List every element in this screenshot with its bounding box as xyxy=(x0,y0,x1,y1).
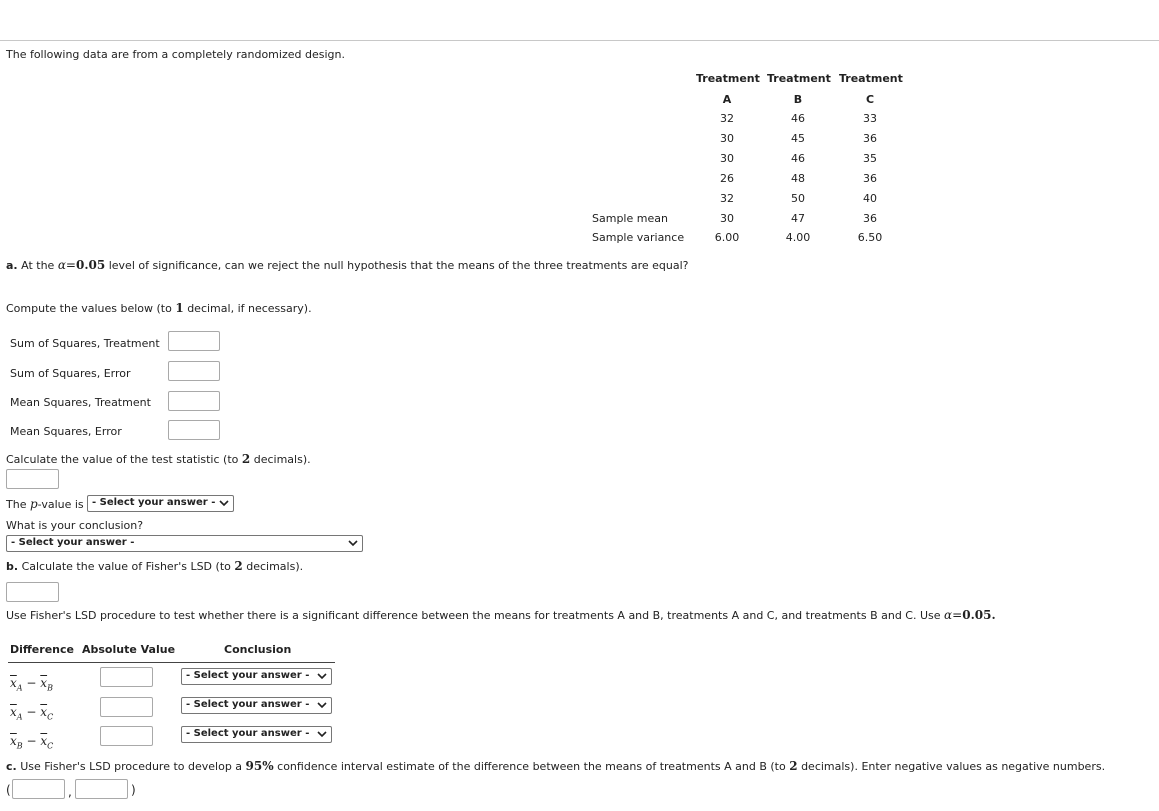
ms-error-input[interactable] xyxy=(168,420,220,440)
header-absolute-value: Absolute Value xyxy=(82,643,176,656)
sample-variance-label: Sample variance xyxy=(592,231,685,244)
chevron-down-icon xyxy=(348,537,358,549)
top-divider xyxy=(0,40,1159,41)
sample-variance-a: 6.00 xyxy=(714,231,740,244)
ms-treatment-label: Mean Squares, Treatment xyxy=(10,396,151,409)
ci-lower-input[interactable] xyxy=(12,779,65,799)
sample-variance-c: 6.50 xyxy=(857,231,883,244)
intro-text: The following data are from a completely randomized design. xyxy=(6,48,345,61)
diff-conclusion-a-c-select[interactable]: - Select your answer - xyxy=(181,697,332,714)
table-cell: 45 xyxy=(791,132,805,145)
test-statistic-instruction: Calculate the value of the test statistic (to 2 decimals). xyxy=(6,452,311,466)
diff-label-b-c: $\overline{x}_B - \overline{x}_C$ xyxy=(10,734,54,751)
diff-conclusion-a-b-select[interactable]: - Select your answer - xyxy=(181,668,332,685)
table-cell: 50 xyxy=(791,192,805,205)
compute-instruction: Compute the values below (to 1 decimal, if necessary). xyxy=(6,301,312,315)
table-cell: 35 xyxy=(863,152,877,165)
part-b-question: b. Calculate the value of Fisher's LSD (to 2 decimals). xyxy=(6,559,304,573)
diff-label-a-c: $\overline{x}_A - \overline{x}_C$ xyxy=(10,705,54,722)
chevron-down-icon xyxy=(317,699,327,711)
table-cell: 26 xyxy=(720,172,734,185)
letter-b: B xyxy=(793,93,803,106)
table-cell: 32 xyxy=(720,192,734,205)
chevron-down-icon xyxy=(317,670,327,682)
sample-mean-b: 47 xyxy=(791,212,805,225)
conclusion-question: What is your conclusion? xyxy=(6,519,144,532)
ss-treatment-input[interactable] xyxy=(168,331,220,351)
table-cell: 30 xyxy=(720,132,734,145)
alpha-symbol: α xyxy=(57,258,66,272)
part-a-label: a. xyxy=(6,259,18,272)
ss-treatment-label: Sum of Squares, Treatment xyxy=(10,337,160,350)
chevron-down-icon xyxy=(317,728,327,740)
diff-value-a-c-input[interactable] xyxy=(100,697,153,717)
sample-variance-b: 4.00 xyxy=(785,231,811,244)
conclusion-select[interactable]: - Select your answer - xyxy=(6,535,363,552)
p-value-select[interactable]: - Select your answer - xyxy=(87,495,234,512)
header-treatment-c: Treatment xyxy=(839,72,903,85)
table-cell: 33 xyxy=(863,112,877,125)
diff-label-a-b: $\overline{x}_A - \overline{x}_B$ xyxy=(10,676,53,693)
lsd-instruction: Use Fisher's LSD procedure to test whether there is a significant difference between the means for treatments A and B, treatments A and C, and treatments B and C. Use α=0.05. xyxy=(6,608,996,622)
sample-mean-a: 30 xyxy=(720,212,734,225)
table-cell: 46 xyxy=(791,152,805,165)
header-conclusion: Conclusion xyxy=(224,643,292,656)
ci-open-paren: ( xyxy=(6,783,11,797)
chevron-down-icon xyxy=(219,497,229,509)
sample-mean-c: 36 xyxy=(863,212,877,225)
table-cell: 36 xyxy=(863,132,877,145)
sample-mean-label: Sample mean xyxy=(592,212,668,225)
letter-c: C xyxy=(865,93,875,106)
table-cell: 36 xyxy=(863,172,877,185)
p-value-label: The p-value is xyxy=(6,497,84,511)
part-b-label: b. xyxy=(6,560,19,573)
ms-treatment-input[interactable] xyxy=(168,391,220,411)
table-header-divider xyxy=(8,662,335,663)
ms-error-label: Mean Squares, Error xyxy=(10,425,122,438)
ss-error-label: Sum of Squares, Error xyxy=(10,367,131,380)
header-treatment-a: Treatment xyxy=(696,72,760,85)
ci-upper-input[interactable] xyxy=(75,779,128,799)
diff-value-a-b-input[interactable] xyxy=(100,667,153,687)
part-c-question: c. Use Fisher's LSD procedure to develop a 95% confidence interval estimate of the difference between the means of treatments A and B (to 2 decimals). Enter negative values as negative numbers. xyxy=(6,759,1106,773)
table-cell: 40 xyxy=(863,192,877,205)
header-difference: Difference xyxy=(10,643,74,656)
ss-error-input[interactable] xyxy=(168,361,220,381)
part-c-label: c. xyxy=(6,760,17,773)
test-statistic-input[interactable] xyxy=(6,469,59,489)
diff-value-b-c-input[interactable] xyxy=(100,726,153,746)
part-a-question: a. At the α=0.05 level of significance, can we reject the null hypothesis that the means of the three treatments are equal? xyxy=(6,258,689,272)
diff-conclusion-b-c-select[interactable]: - Select your answer - xyxy=(181,726,332,743)
table-cell: 30 xyxy=(720,152,734,165)
ci-close-paren: ) xyxy=(131,783,136,797)
fisher-lsd-input[interactable] xyxy=(6,582,59,602)
ci-comma: , xyxy=(68,785,72,799)
letter-a: A xyxy=(722,93,732,106)
table-cell: 32 xyxy=(720,112,734,125)
header-treatment-b: Treatment xyxy=(767,72,831,85)
table-cell: 48 xyxy=(791,172,805,185)
table-cell: 46 xyxy=(791,112,805,125)
